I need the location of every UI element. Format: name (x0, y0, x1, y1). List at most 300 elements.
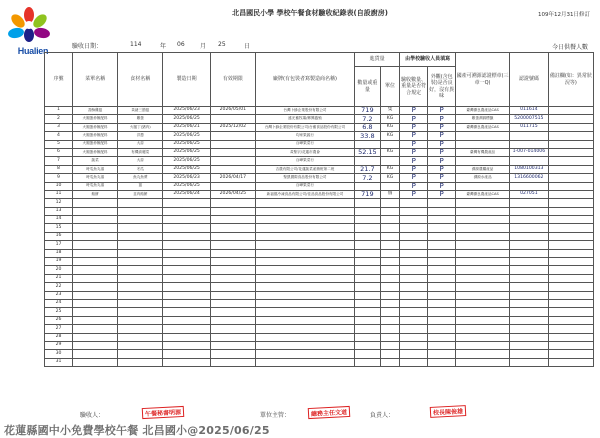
table-row (45, 132, 594, 140)
cell-empty (354, 358, 380, 366)
cell-empty (163, 333, 210, 341)
cell-empty (380, 232, 399, 240)
cell-exp-date (210, 148, 255, 156)
cell-dish: 香酥雞翅 (72, 107, 117, 115)
cell-empty (456, 258, 510, 266)
cell-check-quality: P (400, 115, 428, 123)
cell-empty (456, 283, 510, 291)
cell-dish: 火腿蛋炒飯配料 (72, 123, 117, 131)
cell-vendor: 百峰果菜行 (255, 140, 354, 148)
cell-vendor: 均家果蔬行 (255, 132, 354, 140)
cell-empty (428, 216, 456, 224)
cell-empty (380, 249, 399, 257)
cell-check-appearance: P (428, 182, 456, 190)
cell-cert-no: 5200007515 (509, 115, 548, 123)
cell-serial: 25 (45, 308, 73, 316)
logo (6, 5, 52, 55)
cell-empty (163, 274, 210, 282)
cell-empty (400, 325, 428, 333)
cell-empty (548, 325, 593, 333)
cell-empty (210, 299, 255, 307)
cell-qty (354, 182, 380, 190)
cell-cert-no (509, 157, 548, 165)
cell-empty (72, 266, 117, 274)
cell-empty (163, 283, 210, 291)
logo-flower-icon (6, 5, 52, 47)
cell-empty (163, 249, 210, 257)
cell-empty (354, 299, 380, 307)
table-row (45, 308, 594, 316)
cell-serial: 20 (45, 266, 73, 274)
cell-cert: 臺灣優良農產品CAS (456, 190, 510, 198)
cell-empty (400, 258, 428, 266)
cell-remarks (548, 107, 593, 115)
cell-empty (509, 350, 548, 358)
cell-empty (210, 325, 255, 333)
cell-empty (118, 207, 163, 215)
cell-ingredient: 韭肉餡餅 (118, 190, 163, 198)
cell-empty (380, 291, 399, 299)
cell-empty (509, 299, 548, 307)
cell-empty (163, 341, 210, 349)
cell-dish: 時瓜魚丸湯 (72, 165, 117, 173)
cell-empty (456, 358, 510, 366)
cell-empty (255, 333, 354, 341)
cell-empty (428, 249, 456, 257)
cell-check-appearance: P (428, 174, 456, 182)
cell-qty: 719 (354, 107, 380, 115)
cell-qty: 52.15 (354, 148, 380, 156)
cell-serial: 13 (45, 207, 73, 215)
cell-empty (72, 333, 117, 341)
cell-empty (354, 216, 380, 224)
cell-empty (400, 274, 428, 282)
cell-dish: 火腿蛋炒飯配料 (72, 140, 117, 148)
cell-empty (380, 308, 399, 316)
cell-empty (548, 291, 593, 299)
cell-qty: 21.7 (354, 165, 380, 173)
cell-empty (118, 216, 163, 224)
cell-cert (456, 182, 510, 190)
cell-empty (210, 341, 255, 349)
cell-check-appearance: P (428, 190, 456, 198)
cell-empty (380, 341, 399, 349)
cell-empty (548, 224, 593, 232)
cell-serial: 17 (45, 241, 73, 249)
table-row (45, 350, 594, 358)
col-mfg-date: 製造日期 (163, 53, 210, 107)
cell-empty (428, 274, 456, 282)
cell-empty (509, 283, 548, 291)
cell-empty (118, 291, 163, 299)
cell-cert-no: 1316600062 (509, 174, 548, 182)
cell-empty (255, 207, 354, 215)
cell-empty (456, 333, 510, 341)
cell-empty (210, 258, 255, 266)
cell-empty (255, 291, 354, 299)
cell-empty (255, 316, 354, 324)
cell-cert: 臺灣優良農產品CAS (456, 107, 510, 115)
cell-empty (428, 207, 456, 215)
cell-dish: 火腿蛋炒飯配料 (72, 148, 117, 156)
cell-empty (400, 308, 428, 316)
cell-empty (72, 299, 117, 307)
cell-check-quality: P (400, 123, 428, 131)
cell-empty (509, 333, 548, 341)
cell-exp-date (210, 115, 255, 123)
cell-serial: 22 (45, 283, 73, 291)
cell-empty (72, 325, 117, 333)
cell-empty (255, 258, 354, 266)
cell-empty (163, 232, 210, 240)
cell-ingredient: 火腿丁(猪肉) (118, 123, 163, 131)
cell-ingredient: 有機高麗菜 (118, 148, 163, 156)
cell-check-quality: P (400, 182, 428, 190)
cell-qty (354, 157, 380, 165)
cell-empty (72, 207, 117, 215)
cell-qty: 7.2 (354, 115, 380, 123)
cell-empty (354, 283, 380, 291)
cell-empty (118, 224, 163, 232)
cell-empty (210, 308, 255, 316)
cell-remarks (548, 174, 593, 182)
cell-dish: 火腿蛋炒飯配料 (72, 115, 117, 123)
cell-empty (72, 283, 117, 291)
cell-empty (548, 333, 593, 341)
cell-check-appearance: P (428, 148, 456, 156)
year-unit: 年 (160, 43, 167, 50)
cell-empty (72, 249, 117, 257)
cell-empty (380, 216, 399, 224)
cell-empty (354, 224, 380, 232)
cell-empty (400, 249, 428, 257)
cell-unit: KG (380, 132, 399, 140)
cell-empty (255, 341, 354, 349)
cell-empty (118, 358, 163, 366)
cell-vendor: 百峰果菜行 (255, 182, 354, 190)
cell-empty (509, 207, 548, 215)
cell-cert (456, 157, 510, 165)
cell-serial: 2 (45, 115, 73, 123)
cell-empty (548, 274, 593, 282)
cell-check-quality: P (400, 132, 428, 140)
cell-empty (428, 333, 456, 341)
cell-remarks (548, 115, 593, 123)
cell-empty (428, 266, 456, 274)
cell-empty (255, 325, 354, 333)
cell-empty (509, 266, 548, 274)
inspection-day: 25 (218, 41, 226, 48)
cell-empty (456, 266, 510, 274)
table-row (45, 316, 594, 324)
cell-ingredient: 大蒜 (118, 157, 163, 165)
table-row (45, 115, 594, 123)
cell-dish: 火腿蛋炒飯配料 (72, 132, 117, 140)
cell-empty (210, 316, 255, 324)
cell-empty (354, 207, 380, 215)
cell-empty (509, 358, 548, 366)
cell-empty (548, 216, 593, 224)
cell-dish: 時瓜魚丸湯 (72, 182, 117, 190)
supplier-count-label: 今日供餐人數 (551, 44, 588, 51)
cell-cert: 溯源水產品 (456, 174, 510, 182)
cell-empty (400, 358, 428, 366)
cell-empty (210, 274, 255, 282)
cell-mfg-date: 2025/06/25 (163, 140, 210, 148)
cell-empty (354, 266, 380, 274)
cell-empty (548, 199, 593, 207)
cell-empty (456, 224, 510, 232)
inspector-label: 驗收人： (80, 412, 105, 419)
cell-empty (380, 325, 399, 333)
unit-head-label: 單位主管： (260, 412, 291, 419)
col-qty: 數量或重量 (354, 67, 380, 107)
table-row (45, 157, 594, 165)
table-row (45, 232, 594, 240)
cell-remarks (548, 157, 593, 165)
cell-empty (456, 316, 510, 324)
cell-empty (118, 299, 163, 307)
cell-serial: 15 (45, 224, 73, 232)
principal-stamp: 校長陳俊雄 (430, 405, 467, 418)
table-row (45, 174, 594, 182)
cell-serial: 23 (45, 291, 73, 299)
cell-empty (428, 224, 456, 232)
cell-empty (163, 316, 210, 324)
cell-empty (118, 316, 163, 324)
cell-check-quality: P (400, 148, 428, 156)
cell-serial: 21 (45, 274, 73, 282)
cell-empty (210, 224, 255, 232)
cell-exp-date: 2026/04/17 (210, 174, 255, 182)
cell-empty (354, 316, 380, 324)
cell-check-appearance: P (428, 165, 456, 173)
cell-dish: 蔬菜 (72, 157, 117, 165)
cell-empty (380, 283, 399, 291)
table-row (45, 207, 594, 215)
cell-cert-no: 027051 (509, 190, 548, 198)
cell-exp-date (210, 132, 255, 140)
cell-mfg-date: 2025/06/25 (163, 157, 210, 165)
cell-empty (72, 308, 117, 316)
cell-qty: 7.2 (354, 174, 380, 182)
cell-empty (428, 258, 456, 266)
cell-empty (255, 241, 354, 249)
cell-empty (118, 341, 163, 349)
inspector-stamp: 午餐秘書明源 (142, 406, 185, 419)
cell-empty (210, 249, 255, 257)
cell-empty (163, 241, 210, 249)
cell-empty (72, 224, 117, 232)
col-ingredient: 食材名稱 (118, 53, 163, 107)
cell-ingredient: 大蒜 (118, 140, 163, 148)
watermark: 花蓮縣國中小免費學校午餐 北昌國小@2025/06/25 (4, 424, 270, 437)
cell-empty (509, 274, 548, 282)
cell-qty: 6.8 (354, 123, 380, 131)
cell-remarks (548, 140, 593, 148)
cell-empty (380, 258, 399, 266)
unit-head-stamp: 總務主任文道 (308, 406, 351, 419)
table-row (45, 299, 594, 307)
cell-empty (400, 283, 428, 291)
cell-exp-date: 2025/12/02 (210, 123, 255, 131)
cell-empty (354, 249, 380, 257)
inspection-year: 114 (130, 41, 142, 48)
cell-vendor: 黃聖宗/花蓮市農會 (255, 148, 354, 156)
cell-cert (456, 132, 510, 140)
cell-mfg-date: 2025/06/25 (163, 165, 210, 173)
cell-empty (255, 274, 354, 282)
cell-check-quality: P (400, 190, 428, 198)
cell-empty (548, 241, 593, 249)
cell-empty (456, 350, 510, 358)
cell-serial: 24 (45, 299, 73, 307)
cell-unit: KG (380, 115, 399, 123)
cell-empty (400, 216, 428, 224)
cell-empty (428, 299, 456, 307)
cell-dish: 餡餅 (72, 190, 117, 198)
page-title: 北昌國民小學 學校午餐食材驗收紀錄表(自設廚房) (232, 9, 388, 17)
cell-cert: 雞蛋溯源標籤 (456, 115, 510, 123)
cell-empty (456, 249, 510, 257)
cell-empty (354, 274, 380, 282)
cell-mfg-date: 2025/06/25 (163, 115, 210, 123)
cell-empty (456, 216, 510, 224)
cell-check-appearance: P (428, 140, 456, 148)
cell-empty (163, 308, 210, 316)
cell-vendor: 新福德冷凍食品有限公司/佳品食品股份有限公司 (255, 190, 354, 198)
col-purchase: 進貨量 (354, 53, 399, 67)
cell-serial: 14 (45, 216, 73, 224)
cell-empty (255, 266, 354, 274)
cell-serial: 16 (45, 232, 73, 240)
cell-empty (118, 199, 163, 207)
cell-empty (163, 358, 210, 366)
cell-empty (210, 358, 255, 366)
cell-empty (354, 199, 380, 207)
cell-empty (456, 241, 510, 249)
cell-empty (509, 308, 548, 316)
col-exp-date: 有效期限 (210, 53, 255, 107)
cell-empty (210, 266, 255, 274)
cell-cert-no: 1-007-014006 (509, 148, 548, 156)
cell-unit: KG (380, 148, 399, 156)
cell-empty (72, 232, 117, 240)
cell-vendor: 台灣卜蜂企業股份有限公司 (255, 107, 354, 115)
cell-empty (118, 274, 163, 282)
cell-empty (72, 274, 117, 282)
cell-empty (380, 299, 399, 307)
cell-mfg-date: 2025/06/24 (163, 190, 210, 198)
cell-empty (380, 274, 399, 282)
cell-empty (210, 232, 255, 240)
cell-empty (380, 199, 399, 207)
col-serial: 序號 (45, 53, 73, 107)
cell-empty (118, 350, 163, 358)
cell-empty (163, 224, 210, 232)
cell-empty (354, 350, 380, 358)
cell-empty (548, 258, 593, 266)
cell-exp-date (210, 140, 255, 148)
cell-empty (509, 249, 548, 257)
cell-serial: 18 (45, 249, 73, 257)
cell-empty (255, 216, 354, 224)
day-unit: 日 (244, 43, 251, 50)
cell-empty (456, 207, 510, 215)
cell-vendor: 吉農有限公司/花蓮蔬菜產銷班第二班 (255, 165, 354, 173)
cell-empty (509, 341, 548, 349)
cell-empty (400, 224, 428, 232)
cell-empty (456, 199, 510, 207)
cell-serial: 30 (45, 350, 73, 358)
cell-empty (428, 325, 456, 333)
table-row (45, 258, 594, 266)
cell-empty (456, 325, 510, 333)
cell-serial: 6 (45, 148, 73, 156)
cell-empty (163, 266, 210, 274)
cell-empty (380, 358, 399, 366)
cell-empty (255, 350, 354, 358)
cell-unit: 隻 (380, 107, 399, 115)
cell-empty (163, 350, 210, 358)
cell-check-quality: P (400, 165, 428, 173)
cell-empty (72, 199, 117, 207)
cell-empty (210, 216, 255, 224)
table-row (45, 341, 594, 349)
cell-serial: 7 (45, 157, 73, 165)
cell-check-appearance: P (428, 115, 456, 123)
cell-mfg-date: 2025/06/25 (163, 132, 210, 140)
cell-empty (456, 299, 510, 307)
cell-empty (72, 350, 117, 358)
cell-qty: 33.8 (354, 132, 380, 140)
cell-empty (548, 308, 593, 316)
cell-empty (548, 266, 593, 274)
cell-unit: 個 (380, 190, 399, 198)
cell-empty (354, 232, 380, 240)
cell-empty (428, 199, 456, 207)
cell-empty (548, 232, 593, 240)
cell-empty (72, 291, 117, 299)
cell-empty (72, 341, 117, 349)
cell-empty (428, 283, 456, 291)
cell-ingredient: 薑 (118, 182, 163, 190)
cell-empty (400, 299, 428, 307)
table-row (45, 333, 594, 341)
cell-serial: 31 (45, 358, 73, 366)
table-row (45, 107, 594, 115)
col-cert-no: 認證號碼 (509, 53, 548, 107)
cell-empty (400, 291, 428, 299)
col-dish: 菜單名稱 (72, 53, 117, 107)
cell-empty (118, 258, 163, 266)
cell-empty (118, 333, 163, 341)
cell-empty (163, 325, 210, 333)
cell-dish: 時瓜魚丸湯 (72, 174, 117, 182)
cell-empty (400, 350, 428, 358)
cell-empty (428, 341, 456, 349)
cell-cert-no (509, 140, 548, 148)
cell-cert-no (509, 182, 548, 190)
table-row (45, 249, 594, 257)
cell-exp-date (210, 165, 255, 173)
cell-empty (509, 316, 548, 324)
cell-empty (210, 333, 255, 341)
cell-check-quality: P (400, 140, 428, 148)
cell-serial: 3 (45, 123, 73, 131)
cell-empty (400, 333, 428, 341)
table-row (45, 182, 594, 190)
